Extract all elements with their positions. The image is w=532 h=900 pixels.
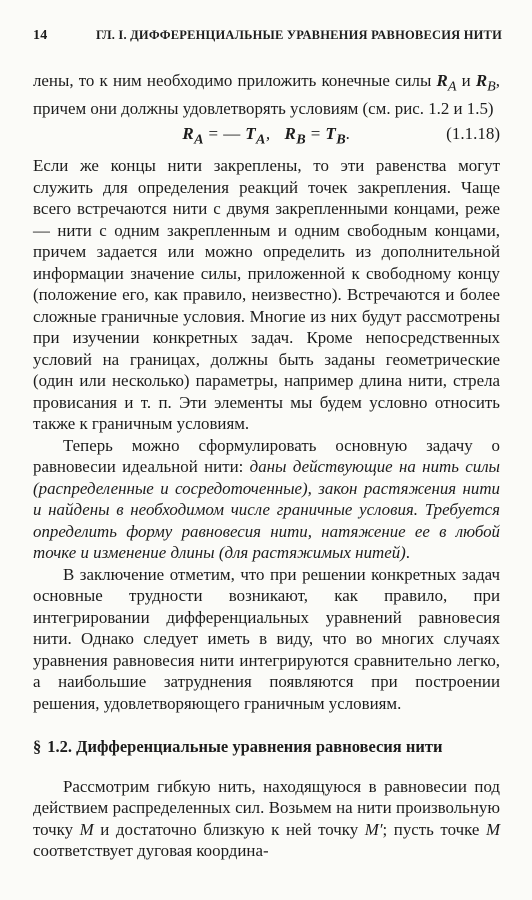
paragraph-boundary-conditions: Если же концы нити закреплены, то эти равенства могут служить для определения реакций точек закрепления. Чаще всего встречаются нити с двумя закрепленными концами, реже — нити с одним закрепленным и одним свободным концами, причем задается или можно определить из дополнительной информации значение силы, приложенной к свободному концу (положение его, как правило, неизвестно). Встречаются и более сложные граничные условия. Многие из них будут рассмотрены при изучении конкретных задач. Кроме непосредственных условий на границах, должны быть заданы геометрические (один или несколько) параметры, например длина нити, стрела провисания и т. п. Эти элементы мы будем условно относить также к граничным условиям. (33, 156, 500, 434)
paragraph-section-intro: Рассмотрим гибкую нить, находящуюся в равновесии под действием распределенных сил. Возьмем на нити произвольную точку M и достаточно близкую к ней точку M′; пусть точке M соответствует дуговая координа- (33, 776, 501, 861)
paragraph-main-problem: Теперь можно сформулировать основную задачу о равновесии идеальной нити: даны действующие на нить силы (распределенные и сосредоточенные), закон растяжения нити и найдены в необходимом числе граничные условия. Требуется определить форму равновесия нити, натяжение ее в любой точке и изменение длины (для растяжимых нитей). (33, 435, 500, 563)
running-head (33, 28, 502, 44)
paragraph-conclusion: В заключение отметим, что при решении конкретных задач основные трудности возникают, как правило, при интегрировании дифференциальных уравнений равновесия нити. Однако следует иметь в виду, что во многих случаях уравнения равновесия нити интегрируются сравнительно легко, а наибольшие затруднения появляются при построении решения, удовлетворяющего граничным условиям. (33, 564, 500, 713)
section-heading: § 1.2. Дифференциальные уравнения равновесия нити (33, 737, 443, 757)
equation-number: (1.1.18) (446, 124, 500, 144)
body-text (33, 70, 500, 862)
equation-1-1-18 (33, 123, 500, 151)
equation-expression: $R_A$ = — $T_A$, $R_B = T_B$. (182, 124, 351, 148)
page-number: 14 (33, 28, 48, 43)
main-problem-statement: даны действующие на нить силы (распределенные и сосредоточенные), закон растяжения нити и найдены в необходимом числе граничные условия. Требуется определить форму равновесия нити, натяжение ее в любой точке и изменение длины (для растяжимых нитей) (33, 457, 500, 563)
running-title: ГЛ. I. ДИФФЕРЕНЦИАЛЬНЫЕ УРАВНЕНИЯ РАВНОВЕСИЯ НИТИ (95, 28, 502, 42)
paragraph-continuation: лены, то к ним необходимо приложить конечные силы $R_A$ и $R_B$, причем они должны удовлетворять условиям (см. рис. 1.2 и 1.5) (33, 71, 500, 118)
